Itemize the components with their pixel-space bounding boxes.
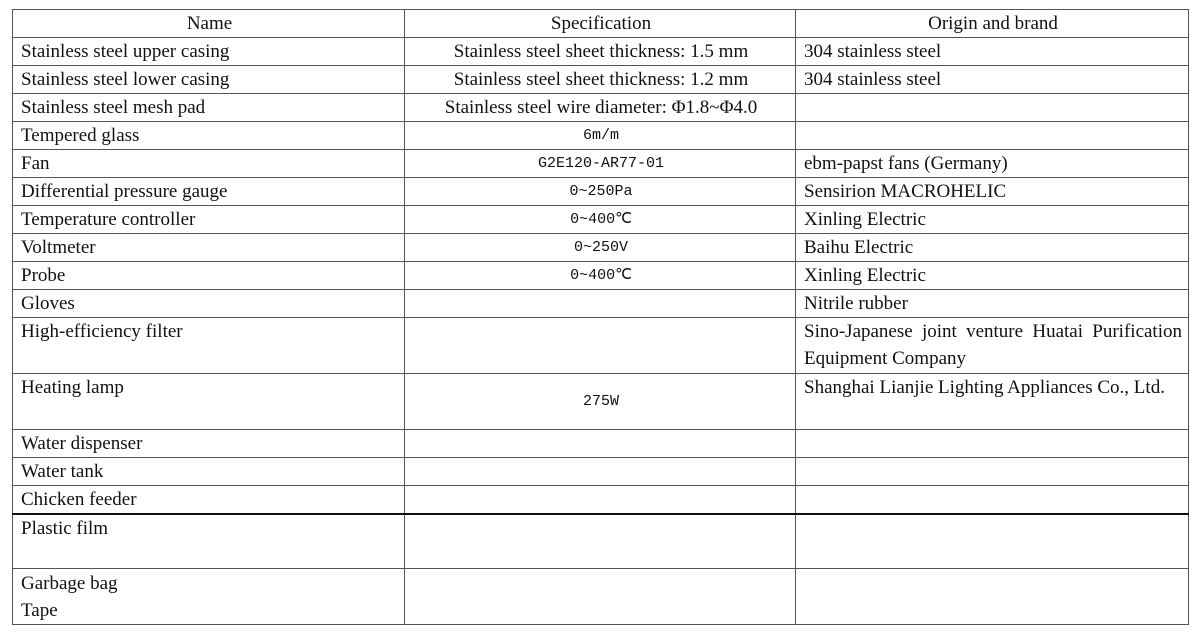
cell-origin: Sensirion MACROHELIC xyxy=(796,178,1189,206)
cell-origin: Sino-Japanese joint venture Huatai Purification Equipment Company xyxy=(796,318,1189,374)
header-row xyxy=(13,10,1189,38)
cell-specification: 275W xyxy=(405,374,796,430)
table-row xyxy=(13,38,1189,66)
table-row xyxy=(13,458,1189,486)
table-row xyxy=(13,122,1189,150)
table-row xyxy=(13,290,1189,318)
cell-name: Tempered glass xyxy=(13,122,405,150)
cell-specification xyxy=(405,486,796,515)
cell-specification: G2E120-AR77-01 xyxy=(405,150,796,178)
cell-name: High-efficiency filter xyxy=(13,318,405,374)
header-specification: Specification xyxy=(405,10,796,38)
table-row xyxy=(13,178,1189,206)
header-origin-brand: Origin and brand xyxy=(796,10,1189,38)
cell-name: Gloves xyxy=(13,290,405,318)
cell-specification: Stainless steel sheet thickness: 1.5 mm xyxy=(405,38,796,66)
cell-name: Plastic film xyxy=(13,514,405,568)
table-row xyxy=(13,430,1189,458)
cell-origin xyxy=(796,458,1189,486)
cell-name: Temperature controller xyxy=(13,206,405,234)
cell-name: Water dispenser xyxy=(13,430,405,458)
cell-name: Fan xyxy=(13,150,405,178)
cell-specification: 6m/m xyxy=(405,122,796,150)
table-row xyxy=(13,514,1189,568)
cell-specification: 0~250V xyxy=(405,234,796,262)
table-row xyxy=(13,150,1189,178)
cell-name: Differential pressure gauge xyxy=(13,178,405,206)
cell-origin: Baihu Electric xyxy=(796,234,1189,262)
cell-name: Chicken feeder xyxy=(13,486,405,515)
cell-specification: 0~400℃ xyxy=(405,262,796,290)
cell-name: Stainless steel upper casing xyxy=(13,38,405,66)
components-table xyxy=(12,9,1189,625)
cell-origin: Nitrile rubber xyxy=(796,290,1189,318)
table-row xyxy=(13,262,1189,290)
table-row xyxy=(13,66,1189,94)
cell-origin: 304 stainless steel xyxy=(796,38,1189,66)
table-row xyxy=(13,94,1189,122)
cell-origin xyxy=(796,514,1189,568)
cell-name: Voltmeter xyxy=(13,234,405,262)
cell-specification: Stainless steel sheet thickness: 1.2 mm xyxy=(405,66,796,94)
cell-name-line: Garbage bag xyxy=(21,572,118,594)
cell-specification xyxy=(405,318,796,374)
cell-origin: 304 stainless steel xyxy=(796,66,1189,94)
cell-name: Stainless steel lower casing xyxy=(13,66,405,94)
cell-specification xyxy=(405,458,796,486)
cell-specification: 0~400℃ xyxy=(405,206,796,234)
cell-specification xyxy=(405,430,796,458)
cell-origin: Xinling Electric xyxy=(796,262,1189,290)
table-row xyxy=(13,318,1189,374)
table-row xyxy=(13,374,1189,430)
cell-origin xyxy=(796,122,1189,150)
cell-origin: Shanghai Lianjie Lighting Appliances Co., Ltd. xyxy=(796,374,1189,430)
cell-specification: 0~250Pa xyxy=(405,178,796,206)
cell-specification: Stainless steel wire diameter: Φ1.8~Φ4.0 xyxy=(405,94,796,122)
cell-origin: Xinling Electric xyxy=(796,206,1189,234)
cell-origin xyxy=(796,430,1189,458)
table-row xyxy=(13,234,1189,262)
cell-name: Probe xyxy=(13,262,405,290)
cell-origin xyxy=(796,568,1189,624)
table-row xyxy=(13,206,1189,234)
cell-name xyxy=(13,568,405,624)
table-row xyxy=(13,486,1189,515)
cell-specification xyxy=(405,514,796,568)
header-name: Name xyxy=(13,10,405,38)
table-row xyxy=(13,568,1189,624)
cell-name: Water tank xyxy=(13,458,405,486)
cell-specification xyxy=(405,568,796,624)
cell-origin xyxy=(796,94,1189,122)
cell-name: Heating lamp xyxy=(13,374,405,430)
cell-specification xyxy=(405,290,796,318)
cell-origin: ebm-papst fans (Germany) xyxy=(796,150,1189,178)
cell-name-line: Tape xyxy=(21,599,58,621)
cell-origin xyxy=(796,486,1189,515)
cell-name: Stainless steel mesh pad xyxy=(13,94,405,122)
